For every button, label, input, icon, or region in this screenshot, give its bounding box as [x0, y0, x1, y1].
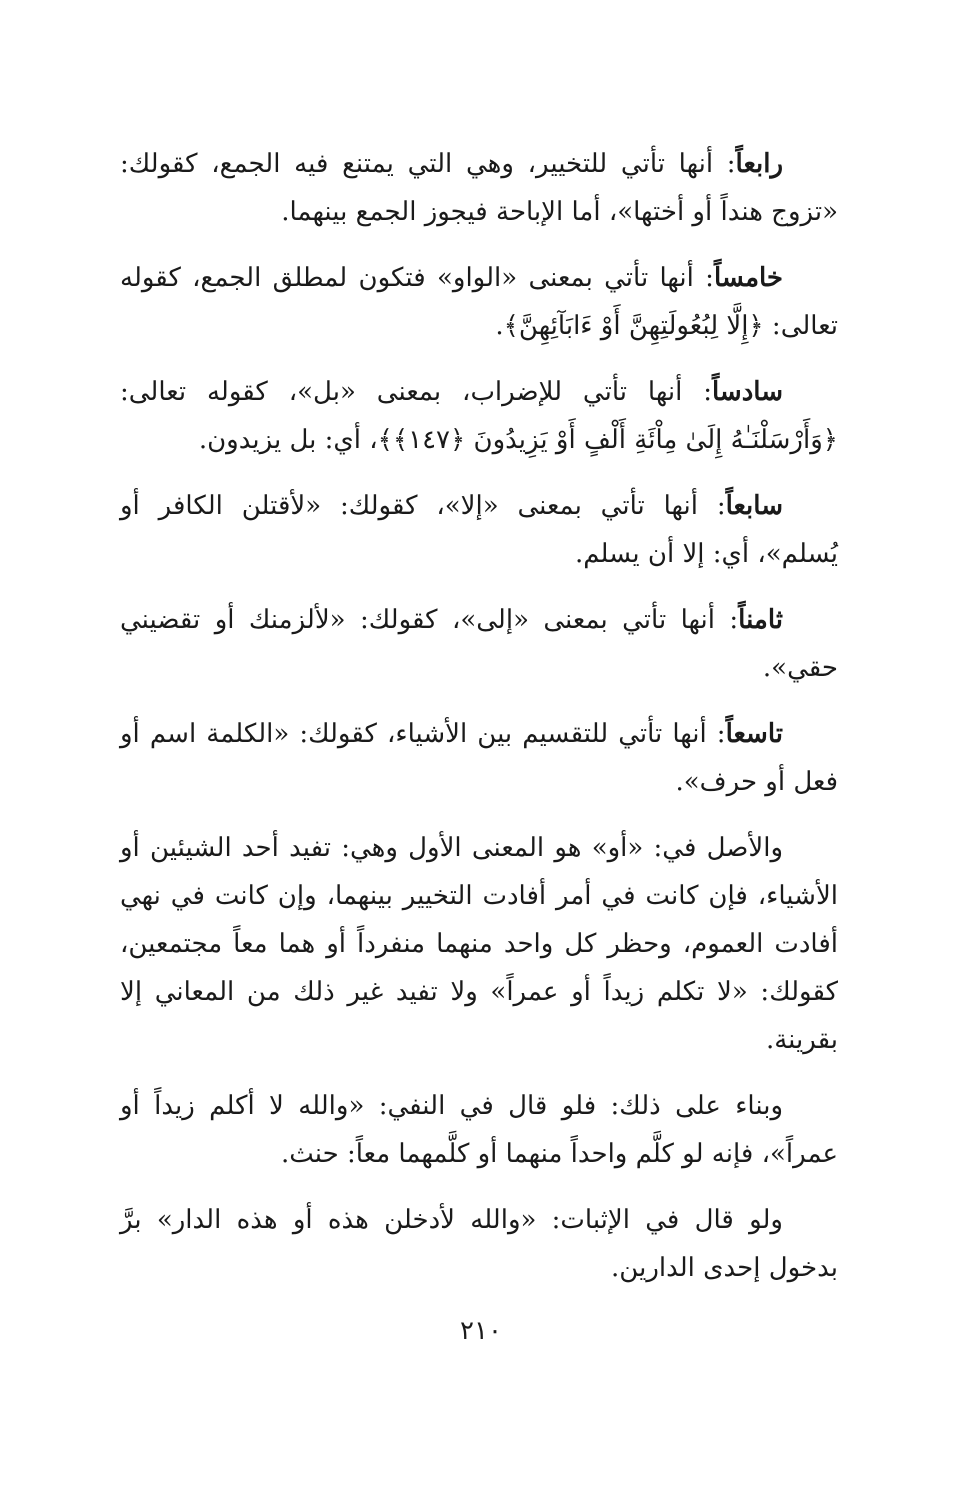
- paragraph-heading: رابعاً: [735, 149, 784, 179]
- paragraph-text: وبناء على ذلك: فلو قال في النفي: «والله لا أكلم زيداً أو عمراً»، فإنه لو كلَّم واحداً منهما أو كلَّمهما معاً: حنث.: [120, 1091, 838, 1169]
- paragraph-heading: سادساً: [712, 377, 783, 407]
- paragraph-sabian: [120, 482, 838, 578]
- paragraph-heading: تاسعاً: [725, 719, 783, 749]
- paragraph-text: : أنها تأتي للإضراب، بمعنى «بل»، كقوله تعالى: ﴿وَأَرْسَلْنَـٰهُ إِلَىٰ مِاْئَةِ أَلْفٍ أَوْ يَزِيدُونَ ﴿١٤٧﴾﴾، أي: بل يزيدون.: [120, 377, 838, 455]
- paragraph-rabian: [120, 140, 838, 236]
- paragraph-text: : أنها تأتي للتقسيم بين الأشياء، كقولك: «الكلمة اسم أو فعل أو حرف».: [120, 719, 838, 797]
- paragraph-heading: خامساً: [713, 263, 783, 293]
- paragraph-khamisan: [120, 254, 838, 350]
- paragraph-text: : أنها تأتي بمعنى «إلا»، كقولك: «لأقتلن الكافر أو يُسلم»، أي: إلا أن يسلم.: [120, 491, 838, 569]
- paragraph-text: : أنها تأتي بمعنى «إلى»، كقولك: «لألزمنك أو تقضيني حقي».: [120, 605, 838, 683]
- page-number: ٢١٠: [460, 1316, 502, 1346]
- paragraph-sadisan: [120, 368, 838, 464]
- paragraph-text: : أنها تأتي للتخيير، وهي التي يمتنع فيه الجمع، كقولك: «تزوج هنداً أو أختها»، أما الإباحة فيجوز الجمع بينهما.: [120, 149, 838, 227]
- page-body: [120, 140, 838, 1310]
- paragraph-text: : أنها تأتي بمعنى «الواو» فتكون لمطلق الجمع، كقوله تعالى: ﴿إِلَّا لِبُعُولَتِهِنَّ أَوْ ءَابَآئِهِنَّ﴾.: [120, 263, 838, 341]
- paragraph-thaminan: [120, 596, 838, 692]
- paragraph-ithbat: [120, 1196, 838, 1292]
- paragraph-text: ولو قال في الإثبات: «والله لأدخلن هذه أو هذه الدار» برَّ بدخول إحدى الدارين.: [120, 1205, 838, 1283]
- paragraph-heading: ثامناً: [738, 605, 783, 635]
- paragraph-asl: [120, 824, 838, 1064]
- paragraph-text: والأصل في: «أو» هو المعنى الأول وهي: تفيد أحد الشيئين أو الأشياء، فإن كانت في أمر أفادت التخيير بينهما، وإن كانت في نهي أفادت العموم، وحظر كل واحد منهما منفرداً أو هما معاً مجتمعين، كقولك: «لا تكلم زيداً أو عمراً» ولا تفيد غير ذلك من المعاني إلا بقرينة.: [120, 833, 838, 1055]
- paragraph-tasian: [120, 710, 838, 806]
- paragraph-nafy: [120, 1082, 838, 1178]
- paragraph-heading: سابعاً: [725, 491, 783, 521]
